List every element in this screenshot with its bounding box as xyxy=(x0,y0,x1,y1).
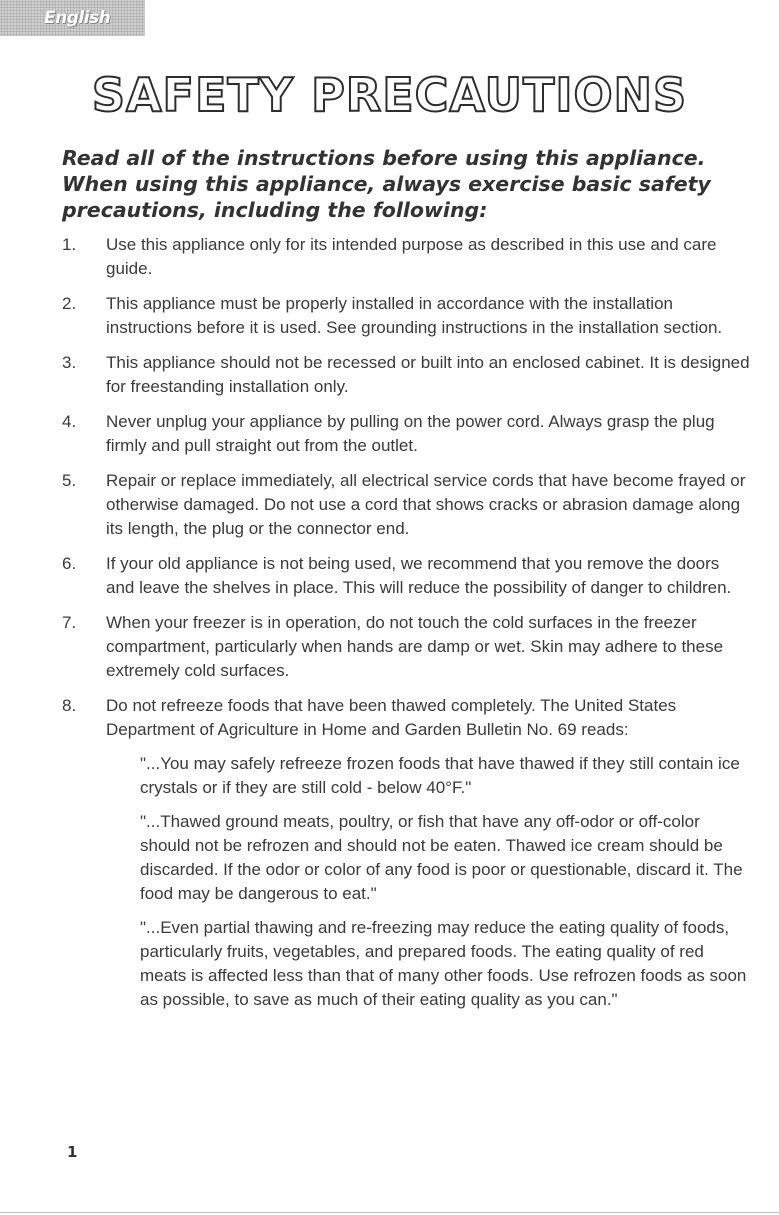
safety-list xyxy=(62,233,752,1023)
list-item xyxy=(62,469,752,541)
item-number: 6. xyxy=(62,554,77,573)
list-item xyxy=(62,611,752,683)
item-text: This appliance must be properly installed in accordance with the installation instructions before it is used. See grounding instructions in the installation section. xyxy=(106,294,723,337)
item-number: 4. xyxy=(62,412,77,431)
list-item xyxy=(62,552,752,600)
page-title: SAFETY PRECAUTIONS xyxy=(91,68,688,122)
intro-text: Read all of the instructions before using this appliance. When using this appliance, always exercise basic safety precautions, including the following: xyxy=(62,146,711,222)
list-item xyxy=(62,351,752,399)
item-number: 8. xyxy=(62,696,77,715)
language-tab xyxy=(0,0,145,36)
list-item xyxy=(62,694,752,1012)
item-number: 5. xyxy=(62,471,77,490)
item-text: Never unplug your appliance by pulling on the power cord. Always grasp the plug firmly and pull straight out from the outlet. xyxy=(106,412,715,455)
item-text: Repair or replace immediately, all electrical service cords that have become frayed or otherwise damaged. Do not use a cord that shows cracks or abrasion damage along its length, the plug or the connector end. xyxy=(106,471,746,538)
usda-quote: "...You may safely refreeze frozen foods that have thawed if they still contain ice crystals or if they are still cold - below 40°F." xyxy=(140,754,740,797)
page-number: 1 xyxy=(67,1143,78,1161)
item-text: Do not refreeze foods that have been thawed completely. The United States Department of Agriculture in Home and Garden Bulletin No. 69 reads: xyxy=(106,696,677,739)
item-text: Use this appliance only for its intended purpose as described in this use and care guide. xyxy=(106,235,717,278)
language-tab-label: English xyxy=(44,8,111,28)
usda-quote: "...Thawed ground meats, poultry, or fish that have any off-odor or off-color should not be refrozen and should not be eaten. Thawed ice cream should be discarded. If the odor or color of any food is poor or questionable, discard it. The food may be dangerous to eat." xyxy=(140,812,743,903)
item-text: When your freezer is in operation, do not touch the cold surfaces in the freezer compartment, particularly when hands are damp or wet. Skin may adhere to these extremely cold surfaces. xyxy=(106,613,724,680)
list-item xyxy=(62,410,752,458)
usda-quote: "...Even partial thawing and re-freezing may reduce the eating quality of foods, particularly fruits, vegetables, and prepared foods. The eating quality of red meats is affected less than that of many other foods. Use refrozen foods as soon as possible, to save as much of their eating quality as you can." xyxy=(140,918,747,1009)
bottom-divider xyxy=(0,1212,779,1213)
item-text: This appliance should not be recessed or built into an enclosed cabinet. It is designed for freestanding installation only. xyxy=(106,353,750,396)
item-number: 1. xyxy=(62,235,77,254)
item-number: 7. xyxy=(62,613,77,632)
list-item xyxy=(62,233,752,281)
item-text: If your old appliance is not being used, we recommend that you remove the doors and leave the shelves in place. This will reduce the possibility of danger to children. xyxy=(106,554,732,597)
item-number: 3. xyxy=(62,353,77,372)
item-number: 2. xyxy=(62,294,77,313)
list-item xyxy=(62,292,752,340)
